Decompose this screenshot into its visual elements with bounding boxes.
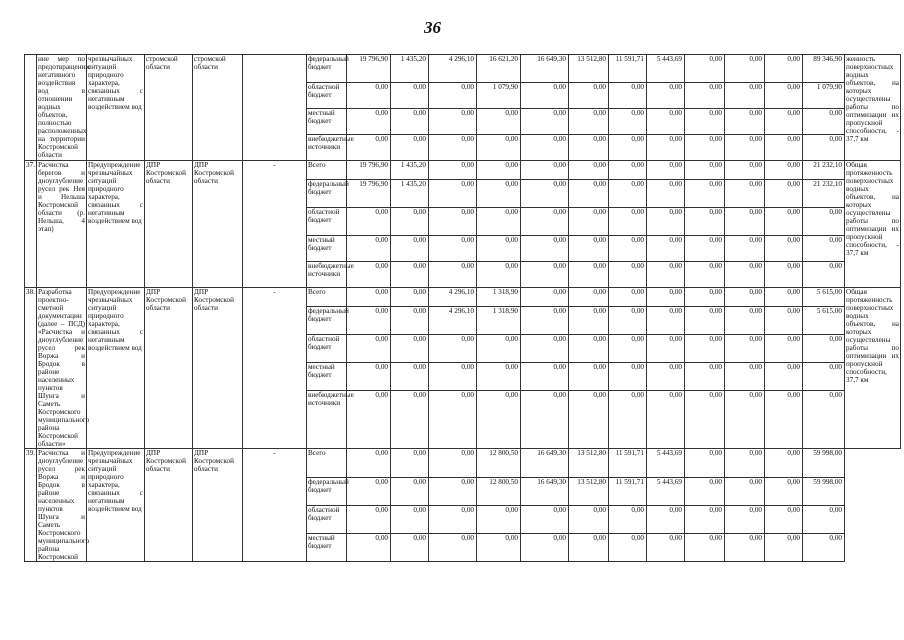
budget-value: 21 232,10 — [803, 161, 845, 180]
measure-executor: ДПР Костромской области — [193, 288, 243, 449]
budget-value: 0,00 — [803, 262, 845, 288]
program-table — [24, 54, 901, 562]
budget-value: 0,00 — [765, 363, 803, 391]
budget-value: 5 443,69 — [647, 55, 685, 83]
budget-value: 0,00 — [647, 135, 685, 161]
row-number: 37. — [25, 161, 37, 288]
budget-value: 0,00 — [569, 161, 609, 180]
budget-value: 0,00 — [521, 135, 569, 161]
budget-value: 0,00 — [429, 533, 477, 561]
budget-value: 0,00 — [609, 236, 647, 262]
budget-value: 0,00 — [429, 449, 477, 478]
measure-task: Предупреждение чрезвычайных ситуаций природного характера, связанных с негативным воздействием вод — [87, 161, 145, 288]
measure-executor: ДПР Костромской области — [193, 161, 243, 288]
budget-value: 16 649,30 — [521, 478, 569, 506]
budget-value: 1 079,90 — [803, 83, 845, 109]
budget-value: 0,00 — [765, 307, 803, 335]
budget-value: 0,00 — [391, 363, 429, 391]
budget-value: 0,00 — [685, 208, 725, 236]
table-row — [25, 161, 901, 180]
budget-value: 4 296,10 — [429, 288, 477, 307]
budget-value: 5 443,69 — [647, 449, 685, 478]
measure-term: - — [243, 288, 307, 449]
budget-value: 0,00 — [803, 236, 845, 262]
measure-customer: стромской области — [145, 55, 193, 161]
budget-value: 0,00 — [521, 180, 569, 208]
budget-value: 0,00 — [765, 506, 803, 534]
measure-customer: ДПР Костромской области — [145, 161, 193, 288]
funding-source: федеральный бюджет — [307, 180, 347, 208]
budget-value: 0,00 — [609, 335, 647, 363]
budget-value: 0,00 — [347, 236, 391, 262]
funding-source: областной бюджет — [307, 83, 347, 109]
budget-value: 0,00 — [391, 288, 429, 307]
measure-term: - — [243, 449, 307, 562]
budget-value: 11 591,71 — [609, 449, 647, 478]
budget-value: 0,00 — [347, 83, 391, 109]
budget-value: 4 296,10 — [429, 55, 477, 83]
funding-source: Всего — [307, 288, 347, 307]
budget-value: 0,00 — [765, 135, 803, 161]
measure-customer: ДПР Костромской области — [145, 288, 193, 449]
budget-value: 0,00 — [429, 478, 477, 506]
result-indicator — [845, 449, 901, 562]
budget-value: 1 435,20 — [391, 161, 429, 180]
budget-value: 0,00 — [569, 236, 609, 262]
budget-value: 0,00 — [647, 161, 685, 180]
budget-value: 0,00 — [477, 363, 521, 391]
budget-value: 11 591,71 — [609, 478, 647, 506]
budget-value: 0,00 — [685, 391, 725, 449]
budget-value: 0,00 — [569, 109, 609, 135]
budget-value: 0,00 — [347, 391, 391, 449]
funding-source: местный бюджет — [307, 363, 347, 391]
funding-source: местный бюджет — [307, 533, 347, 561]
budget-value: 0,00 — [391, 533, 429, 561]
funding-source: областной бюджет — [307, 506, 347, 534]
budget-value: 13 512,80 — [569, 478, 609, 506]
budget-value: 0,00 — [347, 363, 391, 391]
budget-value: 0,00 — [477, 135, 521, 161]
budget-value: 0,00 — [521, 363, 569, 391]
budget-value: 0,00 — [429, 208, 477, 236]
budget-value: 0,00 — [685, 533, 725, 561]
measure-term — [243, 55, 307, 161]
budget-value: 13 512,80 — [569, 55, 609, 83]
budget-value: 0,00 — [391, 208, 429, 236]
funding-source: местный бюджет — [307, 109, 347, 135]
budget-value: 0,00 — [477, 161, 521, 180]
budget-value: 0,00 — [765, 262, 803, 288]
budget-value: 0,00 — [477, 236, 521, 262]
budget-value: 1 079,90 — [477, 83, 521, 109]
budget-value: 0,00 — [477, 109, 521, 135]
budget-value: 0,00 — [521, 83, 569, 109]
funding-source: Всего — [307, 449, 347, 478]
budget-value: 0,00 — [347, 449, 391, 478]
result-indicator: женность поверхностных водных объектов, на которых осуществлены работы по оптимизации их пропускной способности, - 37,7 км — [845, 55, 901, 161]
budget-value: 0,00 — [429, 335, 477, 363]
budget-value: 0,00 — [521, 335, 569, 363]
budget-value: 0,00 — [803, 506, 845, 534]
budget-value: 0,00 — [725, 335, 765, 363]
budget-value: 0,00 — [391, 335, 429, 363]
budget-value: 0,00 — [609, 307, 647, 335]
budget-value: 0,00 — [477, 262, 521, 288]
budget-value: 0,00 — [521, 109, 569, 135]
budget-value: 0,00 — [521, 533, 569, 561]
budget-value: 0,00 — [429, 236, 477, 262]
funding-source: внебюджетные источники — [307, 262, 347, 288]
budget-value: 0,00 — [647, 262, 685, 288]
budget-value: 0,00 — [391, 307, 429, 335]
budget-value: 0,00 — [391, 449, 429, 478]
budget-value: 0,00 — [685, 335, 725, 363]
budget-value: 0,00 — [685, 161, 725, 180]
budget-value: 0,00 — [429, 262, 477, 288]
budget-value: 0,00 — [725, 288, 765, 307]
funding-source: федеральный бюджет — [307, 478, 347, 506]
funding-source: федеральный бюджет — [307, 307, 347, 335]
measure-executor: стромской области — [193, 55, 243, 161]
budget-value: 0,00 — [803, 533, 845, 561]
budget-value: 0,00 — [685, 449, 725, 478]
budget-value: 11 591,71 — [609, 55, 647, 83]
budget-value: 0,00 — [647, 506, 685, 534]
budget-value: 0,00 — [569, 180, 609, 208]
budget-value: 0,00 — [521, 288, 569, 307]
budget-value: 0,00 — [569, 83, 609, 109]
budget-value: 0,00 — [429, 83, 477, 109]
measure-name: Расчистка и дноуглубление русел рек Воржа и Бродок в районе населенных пунктов Шунга и Саметь Костромского муниципального района Костромской — [38, 449, 90, 561]
budget-value: 0,00 — [685, 236, 725, 262]
budget-value: 0,00 — [609, 135, 647, 161]
budget-value: 0,00 — [569, 262, 609, 288]
budget-value: 0,00 — [765, 161, 803, 180]
budget-value: 0,00 — [609, 109, 647, 135]
budget-value: 0,00 — [685, 55, 725, 83]
budget-value: 0,00 — [647, 180, 685, 208]
budget-value: 0,00 — [803, 135, 845, 161]
budget-value: 0,00 — [609, 288, 647, 307]
budget-value: 0,00 — [609, 83, 647, 109]
budget-value: 0,00 — [765, 288, 803, 307]
budget-value: 0,00 — [429, 135, 477, 161]
row-number — [25, 55, 37, 161]
budget-value: 0,00 — [685, 478, 725, 506]
budget-value: 0,00 — [429, 161, 477, 180]
budget-value: 16 649,30 — [521, 55, 569, 83]
budget-value: 0,00 — [521, 307, 569, 335]
budget-value: 0,00 — [609, 180, 647, 208]
budget-value: 0,00 — [803, 335, 845, 363]
budget-value: 0,00 — [685, 262, 725, 288]
budget-value: 1 318,90 — [477, 288, 521, 307]
budget-value: 0,00 — [803, 363, 845, 391]
budget-value: 0,00 — [347, 208, 391, 236]
budget-value: 0,00 — [685, 180, 725, 208]
budget-value: 0,00 — [647, 208, 685, 236]
budget-value: 0,00 — [725, 478, 765, 506]
budget-value: 0,00 — [765, 391, 803, 449]
budget-value: 0,00 — [647, 288, 685, 307]
budget-value: 89 346,90 — [803, 55, 845, 83]
budget-value: 0,00 — [725, 363, 765, 391]
budget-value: 0,00 — [391, 478, 429, 506]
budget-value: 0,00 — [647, 363, 685, 391]
budget-value: 0,00 — [347, 262, 391, 288]
budget-value: 59 998,00 — [803, 478, 845, 506]
budget-value: 0,00 — [765, 449, 803, 478]
budget-value: 0,00 — [569, 307, 609, 335]
budget-value: 0,00 — [685, 135, 725, 161]
measure-customer: ДПР Костромской области — [145, 449, 193, 562]
budget-value: 0,00 — [391, 262, 429, 288]
budget-value: 1 435,20 — [391, 180, 429, 208]
budget-value: 0,00 — [569, 533, 609, 561]
budget-value: 5 443,69 — [647, 478, 685, 506]
budget-value: 0,00 — [725, 506, 765, 534]
budget-value: 0,00 — [765, 109, 803, 135]
budget-value: 0,00 — [521, 236, 569, 262]
budget-value: 0,00 — [765, 236, 803, 262]
budget-value: 0,00 — [347, 533, 391, 561]
funding-source: областной бюджет — [307, 335, 347, 363]
budget-value: 0,00 — [725, 161, 765, 180]
budget-value: 0,00 — [521, 506, 569, 534]
budget-value: 0,00 — [765, 180, 803, 208]
budget-value: 0,00 — [521, 161, 569, 180]
budget-value: 0,00 — [647, 335, 685, 363]
budget-value: 0,00 — [725, 135, 765, 161]
budget-value: 16 649,30 — [521, 449, 569, 478]
budget-value: 0,00 — [765, 335, 803, 363]
result-indicator: Общая протяженность поверхностных водных объектов, на которых осуществлены работы по оптимизации их пропускной способности, 37,7 км — [845, 288, 901, 449]
budget-value: 0,00 — [647, 391, 685, 449]
budget-value: 21 232,10 — [803, 180, 845, 208]
budget-value: 0,00 — [609, 391, 647, 449]
budget-value: 0,00 — [725, 533, 765, 561]
budget-value: 0,00 — [569, 288, 609, 307]
budget-value: 19 796,90 — [347, 55, 391, 83]
measure-name: ние мер по предотвращению негативного воздействия вод в отношении водных объектов, полностью расположенных на территории Костромской области — [38, 55, 91, 159]
budget-value: 0,00 — [569, 391, 609, 449]
table-row — [25, 449, 901, 478]
budget-value: 0,00 — [765, 478, 803, 506]
budget-value: 0,00 — [521, 208, 569, 236]
budget-value: 0,00 — [725, 262, 765, 288]
budget-value: 0,00 — [725, 109, 765, 135]
budget-value: 0,00 — [609, 533, 647, 561]
measure-task: Предупреждение чрезвычайных ситуаций природного характера, связанных с негативным воздействием вод — [87, 449, 145, 562]
budget-value: 0,00 — [347, 307, 391, 335]
table-row — [25, 55, 901, 83]
budget-value: 0,00 — [477, 180, 521, 208]
budget-value: 0,00 — [647, 236, 685, 262]
measure-name: Расчистка берегов и дноуглубление русел рек Нея и Нельша Костромской области (р. Нельша, 4 этап) — [37, 161, 87, 288]
budget-value: 0,00 — [347, 478, 391, 506]
budget-value: 12 800,50 — [477, 449, 521, 478]
budget-value: 0,00 — [725, 180, 765, 208]
budget-value: 0,00 — [477, 506, 521, 534]
budget-value: 0,00 — [685, 506, 725, 534]
budget-value: 0,00 — [609, 363, 647, 391]
budget-value: 0,00 — [647, 533, 685, 561]
budget-value: 0,00 — [391, 109, 429, 135]
funding-source: Всего — [307, 161, 347, 180]
budget-value: 0,00 — [647, 83, 685, 109]
budget-value: 0,00 — [609, 208, 647, 236]
budget-value: 0,00 — [609, 262, 647, 288]
budget-value: 0,00 — [521, 262, 569, 288]
budget-value: 0,00 — [725, 83, 765, 109]
budget-value: 0,00 — [685, 109, 725, 135]
budget-value: 0,00 — [477, 208, 521, 236]
budget-value: 0,00 — [685, 307, 725, 335]
budget-value: 0,00 — [347, 288, 391, 307]
budget-value: 0,00 — [521, 391, 569, 449]
table-row — [25, 288, 901, 307]
budget-value: 0,00 — [685, 83, 725, 109]
budget-value: 0,00 — [609, 506, 647, 534]
budget-value: 0,00 — [429, 363, 477, 391]
budget-value: 0,00 — [391, 391, 429, 449]
budget-value: 0,00 — [725, 449, 765, 478]
row-number: 38. — [25, 288, 37, 449]
budget-value: 0,00 — [391, 236, 429, 262]
budget-value: 0,00 — [725, 55, 765, 83]
budget-value: 0,00 — [765, 533, 803, 561]
budget-value: 0,00 — [569, 208, 609, 236]
budget-value: 13 512,80 — [569, 449, 609, 478]
budget-value: 0,00 — [569, 363, 609, 391]
budget-value: 0,00 — [765, 55, 803, 83]
budget-value: 59 998,00 — [803, 449, 845, 478]
measure-term: - — [243, 161, 307, 288]
budget-value: 0,00 — [725, 391, 765, 449]
budget-value: 0,00 — [803, 391, 845, 449]
budget-value: 0,00 — [725, 208, 765, 236]
budget-value: 0,00 — [609, 161, 647, 180]
budget-value: 0,00 — [391, 135, 429, 161]
measure-task: Предупреждение чрезвычайных ситуаций природного характера, связанных с негативным воздействием вод — [87, 288, 145, 449]
budget-value: 1 318,90 — [477, 307, 521, 335]
budget-value: 0,00 — [429, 180, 477, 208]
budget-value: 0,00 — [803, 208, 845, 236]
budget-value: 19 796,90 — [347, 161, 391, 180]
measure-name: Разработка проектно-сметной документации (далее – ПСД) «Расчистка и дноуглубление русел рек Воржа и Бродок в районе населенных пунктов Шунга и Саметь Костромского муниципального района Костромской области» — [38, 288, 90, 448]
budget-value: 0,00 — [725, 307, 765, 335]
budget-value: 0,00 — [347, 335, 391, 363]
budget-value: 19 796,90 — [347, 180, 391, 208]
budget-value: 5 615,00 — [803, 307, 845, 335]
budget-value: 0,00 — [429, 391, 477, 449]
budget-value: 0,00 — [477, 391, 521, 449]
budget-value: 0,00 — [347, 506, 391, 534]
row-number: 39. — [25, 449, 37, 562]
budget-value: 0,00 — [685, 288, 725, 307]
measure-executor: ДПР Костромской области — [193, 449, 243, 562]
funding-source: внебюджетные источники — [307, 135, 347, 161]
funding-source: федеральный бюджет — [307, 55, 347, 83]
budget-value: 0,00 — [429, 506, 477, 534]
funding-source: местный бюджет — [307, 236, 347, 262]
page-number: 36 — [424, 18, 441, 37]
budget-value: 16 621,20 — [477, 55, 521, 83]
measure-task: чрезвычайных ситуаций природного характера, связанных с негативным воздействием вод — [87, 55, 145, 161]
budget-value: 0,00 — [569, 335, 609, 363]
budget-value: 1 435,20 — [391, 55, 429, 83]
budget-value: 0,00 — [429, 109, 477, 135]
budget-value: 0,00 — [391, 83, 429, 109]
budget-value: 0,00 — [725, 236, 765, 262]
budget-value: 0,00 — [347, 135, 391, 161]
budget-value: 5 615,00 — [803, 288, 845, 307]
funding-source: областной бюджет — [307, 208, 347, 236]
budget-value: 0,00 — [803, 109, 845, 135]
budget-value: 0,00 — [647, 307, 685, 335]
budget-value: 0,00 — [685, 363, 725, 391]
funding-source: внебюджетные источники — [307, 391, 347, 449]
budget-value: 0,00 — [765, 208, 803, 236]
budget-value: 0,00 — [477, 335, 521, 363]
budget-value: 0,00 — [391, 506, 429, 534]
budget-value: 0,00 — [477, 533, 521, 561]
budget-value: 0,00 — [347, 109, 391, 135]
budget-value: 0,00 — [647, 109, 685, 135]
budget-value: 12 800,50 — [477, 478, 521, 506]
budget-value: 0,00 — [765, 83, 803, 109]
budget-value: 0,00 — [569, 506, 609, 534]
result-indicator: Общая протяженность поверхностных водных объектов, на которых осуществлены работы по оптимизации их пропускной способности, - 37,7 км — [845, 161, 901, 288]
budget-value: 0,00 — [569, 135, 609, 161]
budget-value: 4 296,10 — [429, 307, 477, 335]
